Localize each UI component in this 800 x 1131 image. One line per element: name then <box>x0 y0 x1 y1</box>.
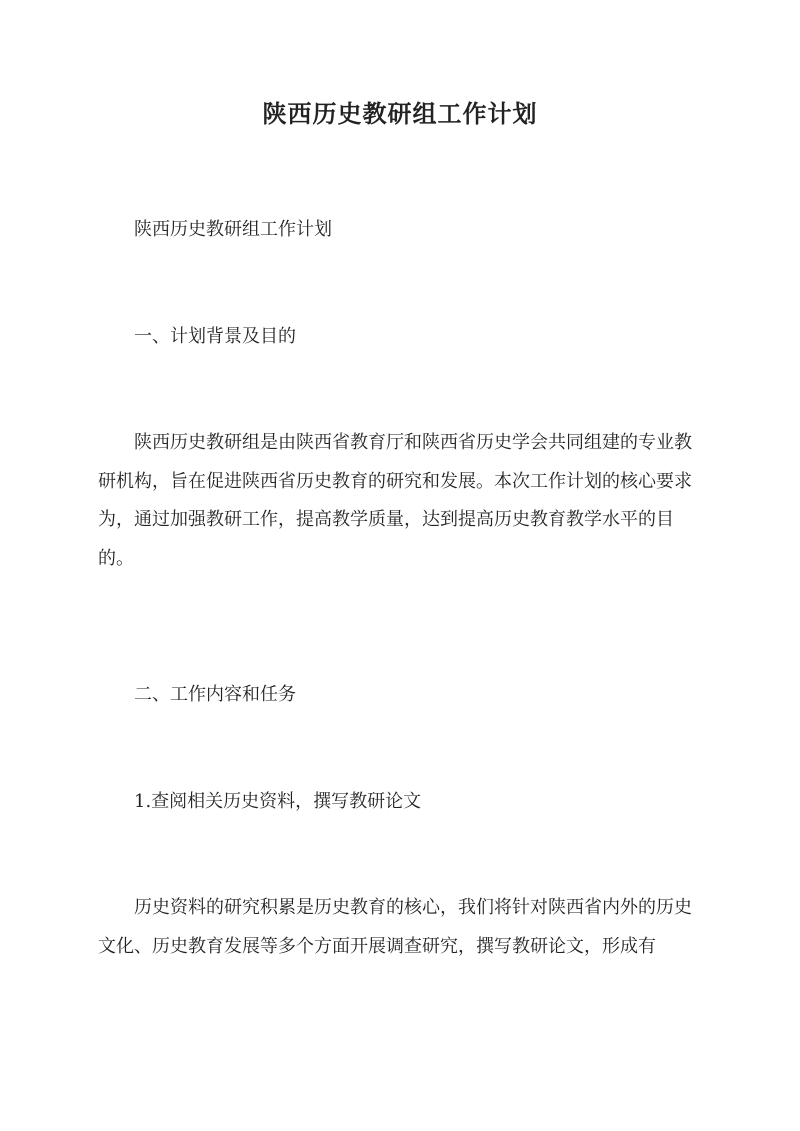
document-title: 陕西历史教研组工作计划 <box>262 99 538 128</box>
document-subtitle: 陕西历史教研组工作计划 <box>134 219 332 240</box>
section-body-background: 陕西历史教研组是由陕西省教育厅和陕西省历史学会共同组建的专业教研机构，旨在促进陕西省历史教育的研究和发展。本次工作计划的核心要求为，通过加强教研工作，提高教学质量，达到提高历史教育教学水平的目的。 <box>98 432 692 569</box>
section-heading-tasks: 二、工作内容和任务 <box>134 684 296 705</box>
item-body-research: 历史资料的研究积累是历史教育的核心，我们将针对陕西省内外的历史文化、历史教育发展等多个方面开展调查研究，撰写教研论文，形成有 <box>98 897 692 957</box>
section-heading-background: 一、计划背景及目的 <box>134 326 296 347</box>
item-heading-research: 1.查阅相关历史资料，撰写教研论文 <box>134 791 422 812</box>
